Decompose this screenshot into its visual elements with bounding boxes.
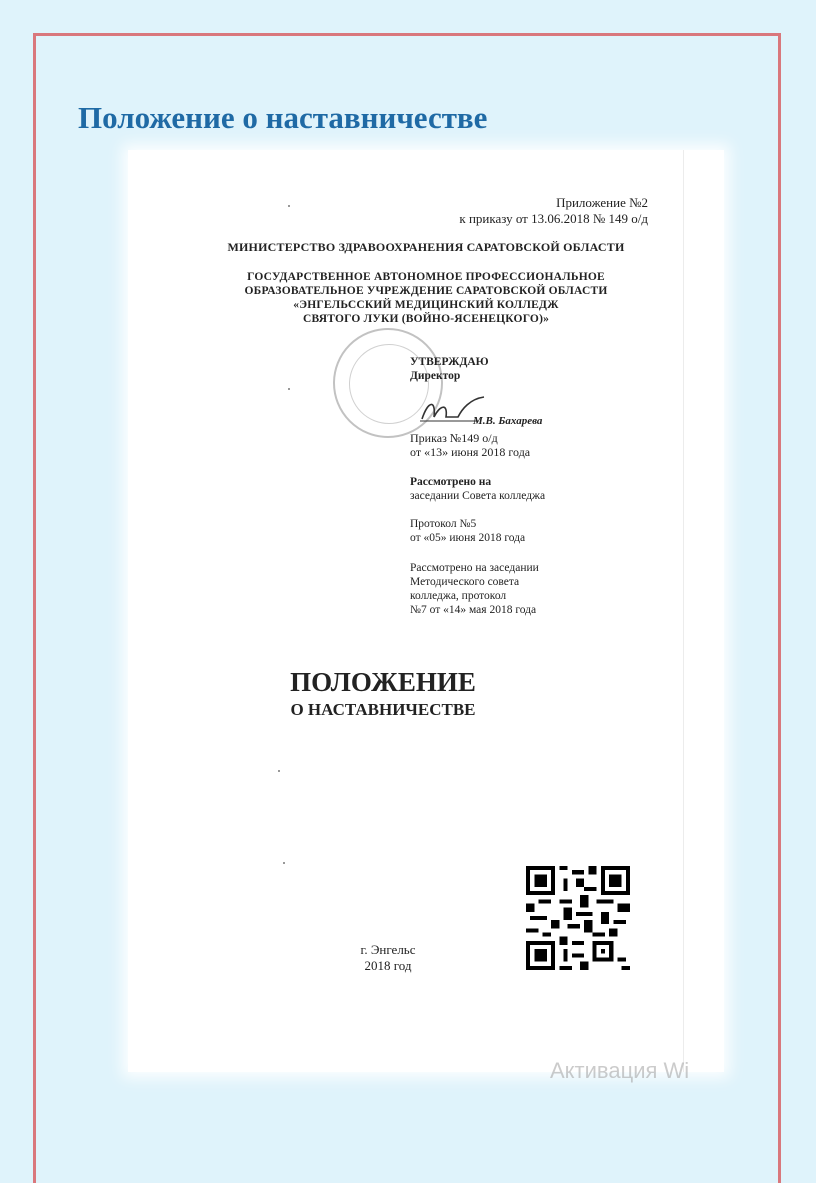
place-and-year	[328, 942, 448, 974]
methodical-review-line: Методического совета	[410, 576, 520, 588]
signature-name: М.В. Бахарева	[473, 415, 543, 427]
scan-speck	[288, 205, 290, 207]
approve-line: Директор	[410, 370, 461, 382]
methodical-review-line: колледжа, протокол	[410, 590, 507, 602]
appendix-line: Приложение №2	[556, 195, 648, 210]
council-review-line: Рассмотрено на	[410, 476, 492, 488]
institution-line: СВЯТОГО ЛУКИ (ВОЙНО-ЯСЕНЕЦКОГО)»	[302, 313, 550, 325]
windows-activation-watermark: Активация Wi	[550, 1058, 690, 1083]
scan-speck	[288, 388, 290, 390]
year-line: 2018 год	[364, 958, 412, 973]
council-review	[410, 475, 545, 503]
city-line: г. Энгельс	[360, 942, 416, 957]
appendix-note	[459, 195, 648, 227]
protocol-block	[410, 517, 525, 545]
methodical-review	[410, 561, 539, 617]
appendix-line: к приказу от 13.06.2018 № 149 о/д	[459, 211, 648, 226]
scan-speck	[283, 862, 285, 864]
institution-line: «ЭНГЕЛЬССКИЙ МЕДИЦИНСКИЙ КОЛЛЕДЖ	[293, 299, 559, 311]
scan-speck	[278, 770, 280, 772]
document-subtitle: О НАСТАВНИЧЕСТВЕ	[290, 700, 476, 719]
protocol-line: от «05» июня 2018 года	[410, 532, 526, 544]
methodical-review-line: №7 от «14» мая 2018 года	[410, 604, 537, 616]
approval-block	[410, 355, 489, 383]
approve-line: УТВЕРЖДАЮ	[410, 356, 489, 368]
qr-code	[526, 866, 630, 970]
council-review-line: заседании Совета колледжа	[410, 490, 546, 502]
institution-name	[128, 270, 724, 326]
page-heading: Положение о наставничестве	[78, 100, 488, 135]
scanned-document	[128, 150, 724, 1072]
order-line: Приказ №149 о/д	[410, 431, 498, 445]
protocol-line: Протокол №5	[410, 518, 477, 530]
methodical-review-line: Рассмотрено на заседании	[410, 562, 539, 574]
institution-line: ГОСУДАРСТВЕННОЕ АВТОНОМНОЕ ПРОФЕССИОНАЛЬНОЕ	[247, 271, 605, 283]
order-line: от «13» июня 2018 года	[410, 445, 531, 459]
institution-line: ОБРАЗОВАТЕЛЬНОЕ УЧРЕЖДЕНИЕ САРАТОВСКОЙ ОБЛАСТИ	[244, 285, 608, 297]
order-block	[410, 431, 530, 459]
ministry-name: МИНИСТЕРСТВО ЗДРАВООХРАНЕНИЯ САРАТОВСКОЙ ОБЛАСТИ	[227, 240, 625, 254]
document-title: ПОЛОЖЕНИЕ	[290, 667, 476, 697]
